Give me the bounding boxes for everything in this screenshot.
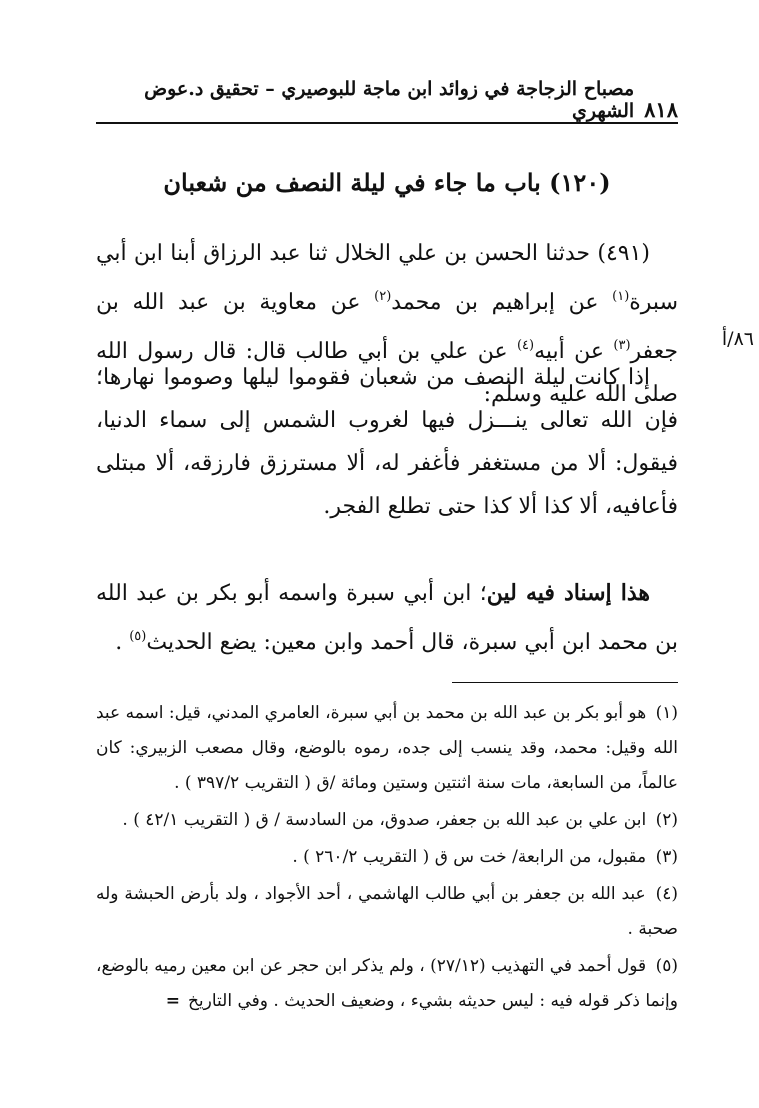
page-number: ٨١٨	[644, 97, 678, 122]
footnote-text: ابن علي بن عبد الله بن جعفر، صدوق، من السادسة / ق ( التقريب ٤٢/١ ) .	[122, 810, 647, 830]
footnote-mark-3: (٣)	[613, 338, 631, 353]
isnad-text-1: حدثنا الحسن بن علي الخلال ثنا عبد الرزاق أبنا ابن أبي سبرة	[96, 241, 679, 315]
page-header	[96, 78, 678, 124]
footnote-number: (٥)	[655, 956, 678, 976]
footnote-number: (٤)	[655, 884, 678, 904]
footnote-mark-4: (٤)	[516, 338, 535, 353]
footnote-number: (٢)	[655, 810, 678, 830]
footnote-number: (٣)	[655, 847, 678, 867]
chapter-title: (١٢٠) باب ما جاء في ليلة النصف من شعبان	[163, 168, 611, 197]
isnad-text-2: عن إبراهيم بن محمد	[391, 290, 599, 315]
assessment-label: هذا إسناد فيه لين	[486, 580, 651, 606]
footnote-3	[96, 840, 678, 875]
footnote-1	[96, 696, 678, 801]
assessment-text: ؛ ابن أبي سبرة واسمه أبو بكر بن عبد الله بن محمد ابن أبي سبرة، قال أحمد وابن معين: يضع الحديث	[96, 581, 678, 655]
isnad-assessment	[96, 572, 678, 664]
matn-text: إذا كانت ليلة النصف من شعبان فقوموا ليلها وصوموا نهارها؛ فإن الله تعالى ينـــزل فيها لغروب الشمس إلى سماء الدنيا، فيقول: ألا من مستغفر فأغفر له، ألا مسترزق فارزقه، ألا مبتلى فأعافيه، ألا كذا ألا كذا حتى تطلع الفجر.	[96, 365, 678, 519]
footnote-text: هو أبو بكر بن عبد الله بن محمد بن أبي سبرة، العامري المدني، قيل: اسمه عبد الله وقيل: محمد، وقد ينسب إلى جده، رموه بالوضع، وقال مصعب الزبيري: كان عالماً، من السابعة، مات سنة اثنتين وستين ومائة /ق ( التقريب ٣٩٧/٢ ) .	[96, 703, 678, 793]
footnote-text: قول أحمد في التهذيب (٢٧/١٢) ، ولم يذكر ابن حجر عن ابن معين رميه بالوضع، وإنما ذكر قوله فيه : ليس حديثه بشيء ، وضعيف الحديث . وفي التاريخ	[96, 956, 678, 1011]
manuscript-folio-ref: ٨٦/أ	[721, 328, 754, 350]
footnote-4	[96, 877, 678, 947]
hadith-number: (٤٩١)	[597, 241, 650, 266]
hadith-matn	[96, 356, 678, 528]
continuation-mark: =	[165, 991, 180, 1011]
footnote-mark-1: (١)	[612, 289, 630, 304]
footnote-5	[96, 949, 678, 1019]
isnad-text-4: عن أبيه	[534, 339, 605, 364]
footnotes	[96, 696, 678, 1021]
footnote-2	[96, 803, 678, 838]
footnote-divider	[452, 682, 678, 683]
footnote-mark-5: (٥)	[129, 629, 147, 644]
isnad-text-3: عن معاوية بن عبد الله بن جعفر	[96, 290, 679, 364]
footnote-number: (١)	[655, 703, 679, 723]
running-title: مصباح الزجاجة في زوائد ابن ماجة للبوصيري – تحقيق د.عوض الشهري	[144, 78, 635, 122]
footnote-mark-2: (٢)	[374, 289, 392, 304]
assessment-end: .	[115, 630, 130, 655]
footnote-text: عبد الله بن جعفر بن أبي طالب الهاشمي ، أحد الأجواد ، ولد بأرض الحبشة وله صحبة .	[96, 884, 678, 939]
footnote-text: مقبول، من الرابعة/ خت س ق ( التقريب ٢٦٠/٢ ) .	[292, 847, 647, 867]
isnad-text-5: عن علي بن أبي طالب قال: قال رسول الله صلى الله عليه وسلم:	[96, 339, 678, 407]
